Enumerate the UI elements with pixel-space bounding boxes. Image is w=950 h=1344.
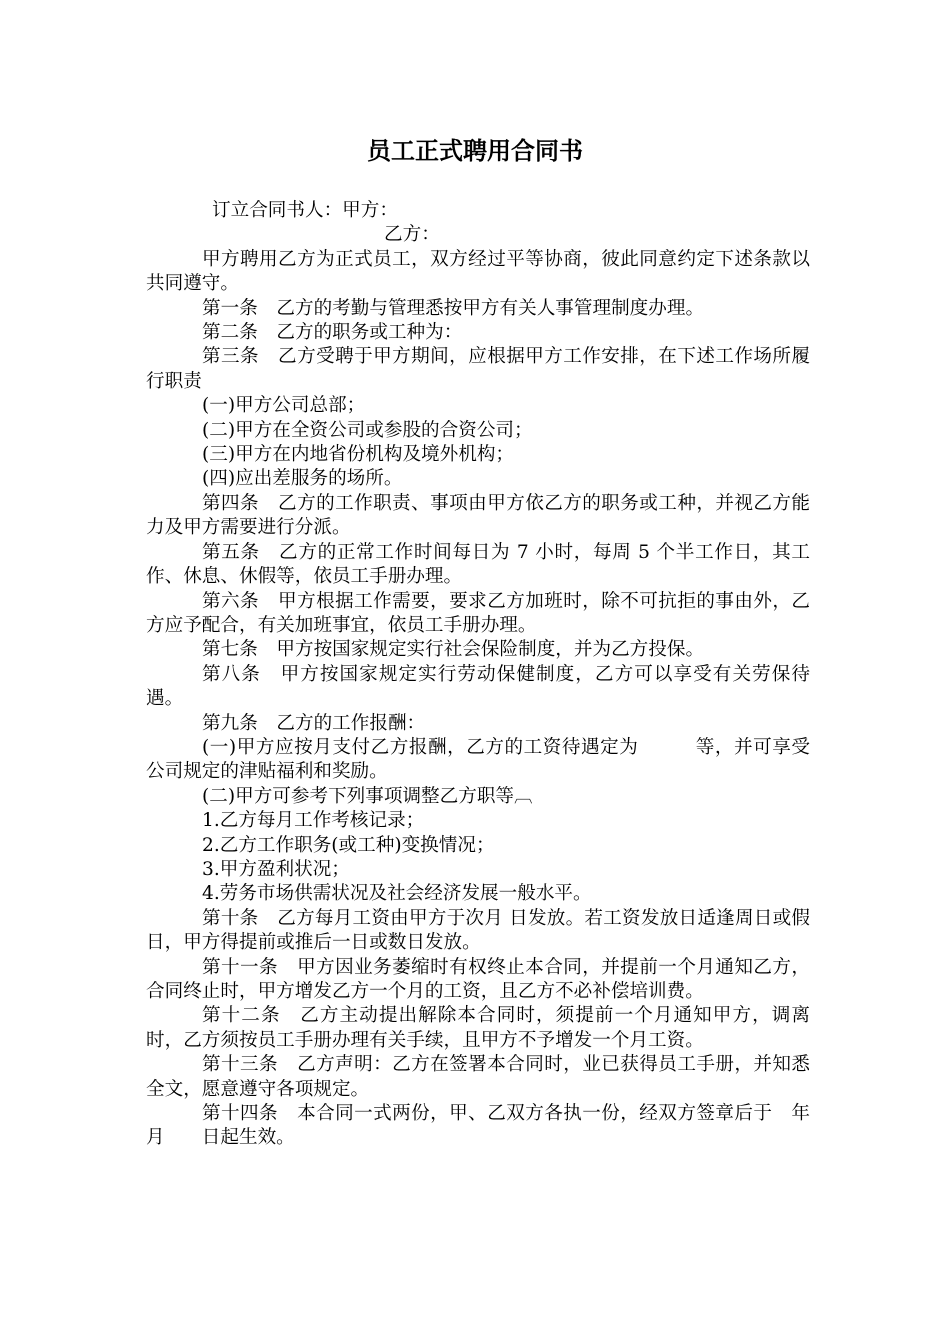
- article-11: 第十一条 甲方因业务萎缩时有权终止本合同，并提前一个月通知乙方，合同终止时，甲方增发乙方一个月的工资，且乙方不必补偿培训费。: [146, 956, 810, 1002]
- article-13: 第十三条 乙方声明：乙方在签署本合同时，业已获得员工手册，并知悉全文，愿意遵守各项规定。: [146, 1054, 810, 1100]
- article-9-item-2: (二)甲方可参考下列事项调整乙方职等︹: [202, 785, 533, 807]
- article-10: 第十条 乙方每月工资由甲方于次月 日发放。若工资发放日适逢周日或假日，甲方得提前或推后一日或数日发放。: [146, 907, 810, 954]
- article-9: 第九条 乙方的工作报酬：: [202, 712, 426, 734]
- signer-line: 订立合同书人：甲方：: [212, 200, 398, 221]
- adjust-factor-4: 4.劳务市场供需状况及社会经济发展一般水平。: [202, 883, 592, 905]
- adjust-factor-2: 2.乙方工作职务(或工种)变换情况；: [202, 834, 495, 856]
- article-9-item-1: (一)甲方应按月支付乙方报酬，乙方的工资待遇定为 等，并可享受公司规定的津贴福利和奖励。: [146, 736, 810, 783]
- article-6: 第六条 甲方根据工作需要，要求乙方加班时，除不可抗拒的事由外，乙方应予配合，有关加班事宜，依员工手册办理。: [146, 590, 810, 636]
- intro-paragraph: 甲方聘用乙方为正式员工，双方经过平等协商，彼此同意约定下述条款以共同遵守。: [146, 248, 810, 295]
- article-3-item-1: (一)甲方公司总部；: [202, 395, 366, 417]
- adjust-factor-3: 3.甲方盈利状况；: [202, 858, 350, 880]
- article-3: 第三条 乙方受聘于甲方期间，应根据甲方工作安排，在下述工作场所履行职责: [146, 346, 810, 392]
- article-14: 第十四条 本合同一式两份，甲、乙双方各执一份，经双方签章后于 年 月 日起生效。: [146, 1103, 848, 1149]
- adjust-factor-1: 1.乙方每月工作考核记录；: [202, 810, 425, 832]
- article-12: 第十二条 乙方主动提出解除本合同时，须提前一个月通知甲方，调离时，乙方须按员工手册办理有关手续，且甲方不予增发一个月工资。: [146, 1005, 810, 1051]
- party-b-line: 乙方：: [384, 224, 440, 246]
- document-body: [146, 199, 848, 1151]
- article-4: 第四条 乙方的工作职责、事项由甲方依乙方的职务或工种，并视乙方能力及甲方需要进行分派。: [146, 492, 810, 539]
- article-7: 第七条 甲方按国家规定实行社会保险制度，并为乙方投保。: [202, 639, 705, 661]
- article-3-item-2: (二)甲方在全资公司或参股的合资公司；: [202, 419, 533, 441]
- article-1: 第一条 乙方的考勤与管理悉按甲方有关人事管理制度办理。: [202, 297, 705, 319]
- article-2: 第二条 乙方的职务或工种为：: [202, 322, 463, 344]
- article-5: 第五条 乙方的正常工作时间每日为 7 小时，每周 5 个半工作日，其工作、休息、休假等，依员工手册办理。: [146, 541, 810, 588]
- article-3-item-4: (四)应出差服务的场所。: [202, 468, 403, 490]
- article-3-item-3: (三)甲方在内地省份机构及境外机构；: [202, 444, 515, 466]
- article-8: 第八条 甲方按国家规定实行劳动保健制度，乙方可以享受有关劳保待遇。: [146, 663, 810, 710]
- document-title: 员工正式聘用合同书: [367, 137, 583, 165]
